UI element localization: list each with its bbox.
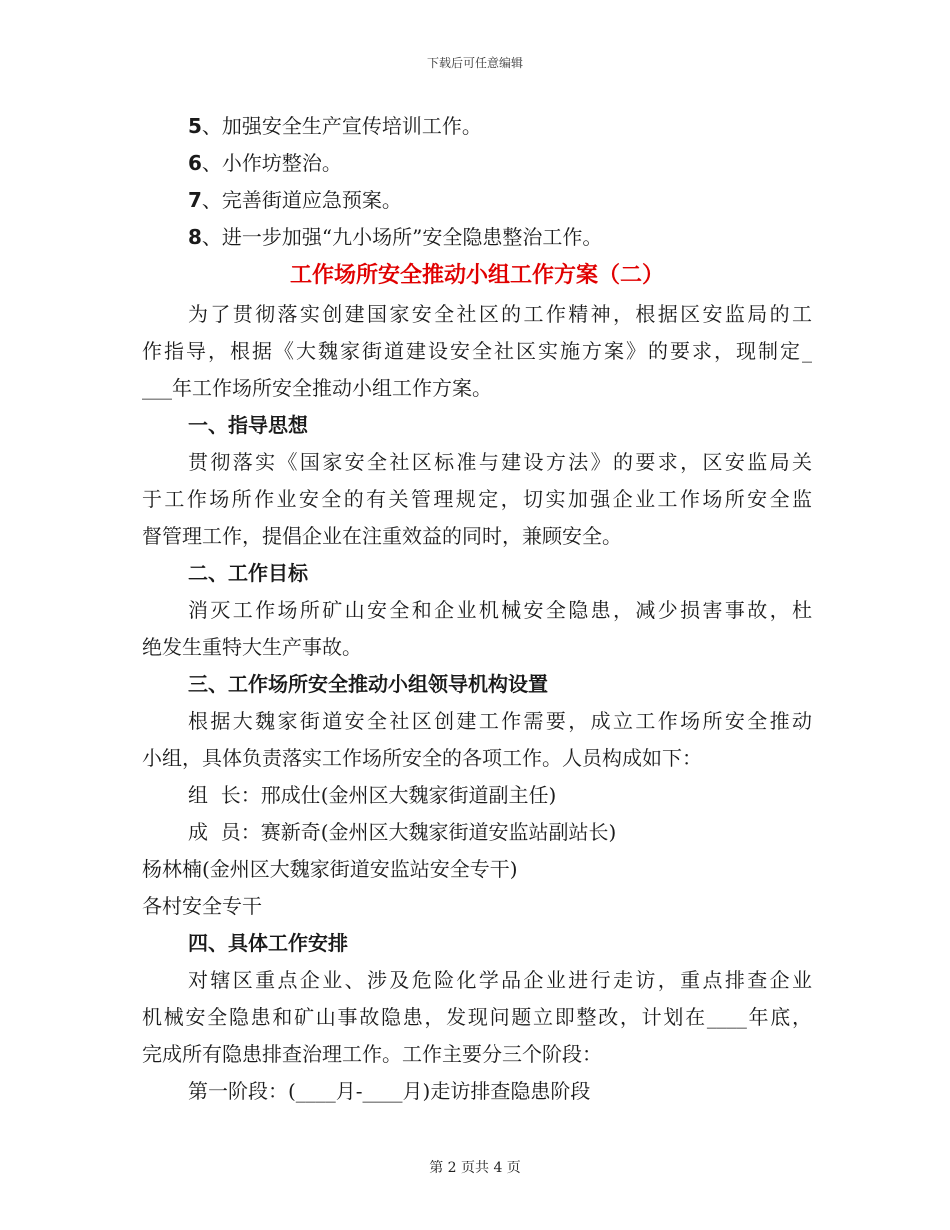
section-heading: 一、指导思想 (188, 413, 308, 437)
paragraph-line: 作指导，根据《大魏家街道建设安全社区实施方案》的要求，现制定_ (142, 339, 812, 363)
list-item-number: 8 (188, 225, 202, 249)
list-item-number: 5 (188, 114, 202, 138)
paragraph-line: 对辖区重点企业、涉及危险化学品企业进行走访，重点排查企业 (188, 968, 812, 992)
document-body (142, 108, 812, 1110)
paragraph-line: 绝发生重特大生产事故。 (142, 635, 362, 659)
paragraph-line: 督管理工作，提倡企业在注重效益的同时，兼顾安全。 (142, 524, 622, 548)
list-item-text: 、加强安全生产宣传培训工作。 (201, 114, 482, 138)
member-line: 各村安全专干 (142, 894, 262, 918)
member-line: 成 员：赛新奇(金州区大魏家街道安监站副站长) (188, 820, 617, 844)
member-leader: 组 长：邢成仕(金州区大魏家街道副主任) (188, 783, 557, 807)
paragraph-line: 完成所有隐患排查治理工作。工作主要分三个阶段： (142, 1042, 602, 1066)
paragraph-line: 消灭工作场所矿山安全和企业机械安全隐患，减少损害事故，杜 (188, 598, 812, 622)
section-heading: 四、具体工作安排 (188, 931, 348, 955)
page-header: 下载后可任意编辑 (426, 56, 523, 70)
section-heading: 三、工作场所安全推动小组领导机构设置 (188, 672, 548, 696)
list-item (142, 145, 812, 182)
paragraph-line: 机械安全隐患和矿山事故隐患，发现问题立即整改，计划在____年底， (142, 1005, 812, 1029)
member-line: 杨林楠(金州区大魏家街道安监站安全专干) (142, 857, 518, 881)
paragraph-line: 为了贯彻落实创建国家安全社区的工作精神，根据区安监局的工 (188, 302, 812, 326)
paragraph-line: 于工作场所作业安全的有关管理规定，切实加强企业工作场所安全监 (142, 487, 812, 511)
list-item-text: 、小作坊整治。 (201, 151, 342, 175)
list-item-number: 6 (188, 151, 202, 175)
list-item (142, 108, 812, 145)
paragraph-line: ___年工作场所安全推动小组工作方案。 (142, 376, 492, 400)
paragraph-line: 小组，具体负责落实工作场所安全的各项工作。人员构成如下： (142, 746, 702, 770)
list-item-number: 7 (188, 188, 202, 212)
list-item (142, 182, 812, 219)
paragraph-line: 根据大魏家街道安全社区创建工作需要，成立工作场所安全推动 (188, 709, 812, 733)
list-item-text: 、进一步加强“九小场所”安全隐患整治工作。 (201, 225, 603, 249)
list-item-text: 、完善街道应急预案。 (201, 188, 402, 212)
page-footer: 第 2 页共 4 页 (429, 1160, 521, 1176)
paragraph-line: 贯彻落实《国家安全社区标准与建设方法》的要求，区安监局关 (188, 450, 812, 474)
paragraph-line: 第一阶段：(____月-____月)走访排查隐患阶段 (188, 1079, 591, 1103)
list-item (142, 219, 812, 256)
section-heading: 二、工作目标 (188, 561, 308, 585)
document-title: 工作场所安全推动小组工作方案（二） (289, 263, 664, 288)
